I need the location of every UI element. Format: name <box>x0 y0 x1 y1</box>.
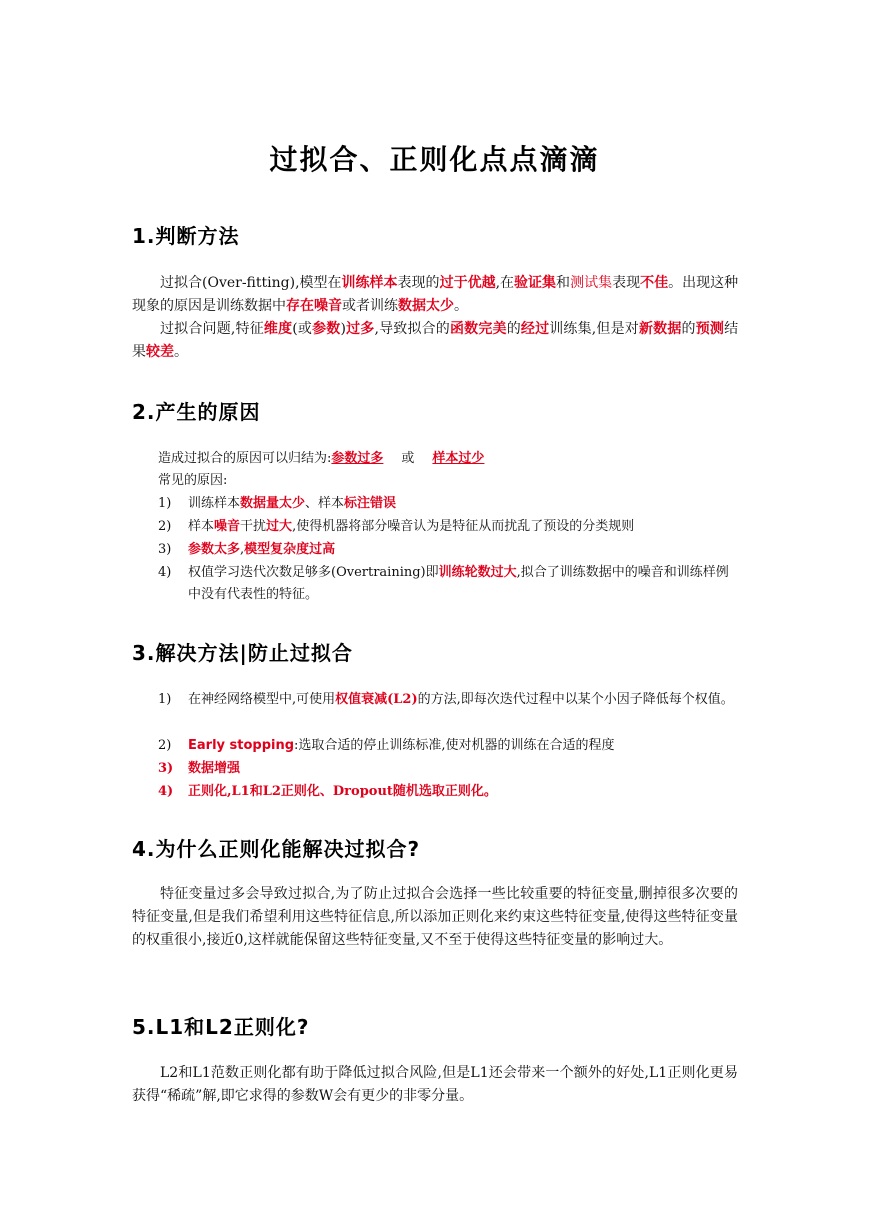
text-run: 样本 <box>188 519 215 534</box>
section-heading-1: 1.判断方法 <box>132 224 240 248</box>
list-number: 2) <box>158 519 172 534</box>
text-run: 过拟合问题,特征 <box>160 321 264 337</box>
section-1-paragraph-2 <box>132 318 738 364</box>
highlight: 函数完美 <box>449 321 507 337</box>
highlight: 新数据 <box>638 321 682 337</box>
highlight: 参数 <box>312 321 341 337</box>
text-run: 的 <box>506 321 521 337</box>
highlight: 模型复杂度过高 <box>244 542 336 557</box>
list-number: 3) <box>158 542 172 557</box>
text-run: ,使得机器将部分噪音认为是特征从而扰乱了预设的分类规则 <box>292 519 635 534</box>
list-item <box>158 735 738 757</box>
text-run: 结果 <box>132 321 739 360</box>
text-run: 在神经网络模型中,可使用 <box>188 692 336 707</box>
highlight: 噪音 <box>214 519 241 534</box>
text-run: 和 <box>556 275 571 291</box>
list-item <box>158 493 738 515</box>
section-heading-2: 2.产生的原因 <box>132 400 261 424</box>
highlight: 参数太多 <box>188 542 241 557</box>
text-run: 权值学习迭代次数足够多(Overtraining)即 <box>188 565 439 580</box>
highlight: 预测 <box>695 321 725 337</box>
highlight: 标注错误 <box>344 496 397 511</box>
text-run: , <box>240 542 245 557</box>
highlight: 经过 <box>520 321 550 337</box>
highlight: 参数过多 <box>331 451 384 466</box>
text-run: 的方法,即每次迭代过程中以某个小因子降低每个权值。 <box>417 692 734 707</box>
text-run: 。出现这种现象的原因是训练数据中 <box>132 275 739 314</box>
highlight: 过多 <box>345 321 375 337</box>
highlight: 数据增强 <box>188 761 241 776</box>
text-run: 表现 <box>612 275 641 291</box>
list-number: 2) <box>158 738 172 753</box>
section-4-paragraph: 特征变量过多会导致过拟合,为了防止过拟合会选择一些比较重要的特征变量,删掉很多次要的特征变量,但是我们希望利用这些特征信息,所以添加正则化来约束这些特征变量,使得这些特征变量的权重很小,接近0,这样就能保留这些特征变量,又不至于使得这些特征变量的影响过大。 <box>132 886 738 948</box>
text-run: 。 <box>454 298 468 314</box>
section-heading-4: 4.为什么正则化能解决过拟合? <box>132 837 421 861</box>
section-1-body <box>132 272 738 364</box>
section-5-body <box>132 1062 738 1108</box>
highlight: 权值衰减(L2) <box>335 692 418 707</box>
section-2-common-label: 常见的原因: <box>158 473 228 488</box>
section-1-paragraph-1 <box>132 272 738 318</box>
list-number: 3) <box>158 761 174 776</box>
highlight: 过于优越 <box>439 275 496 291</box>
text-run: 表现的 <box>397 275 440 291</box>
text-run: 或者训练 <box>342 298 398 314</box>
section-heading-3: 3.解决方法|防止过拟合 <box>132 641 353 665</box>
text-run: ,在 <box>495 275 515 291</box>
list-number: 1) <box>158 692 172 707</box>
text-run: ,拟合了训练数据中的噪音和训练样例中没有代表性的特征。 <box>188 565 729 602</box>
highlight: 正则化,L1和L2正则化、Dropout随机选取正则化。 <box>188 784 497 799</box>
section-5-paragraph: L2和L1范数正则化都有助于降低过拟合风险,但是L1还会带来一个额外的好处,L1正则化更易获得“稀疏”解,即它求得的参数W会有更少的非零分量。 <box>132 1065 738 1104</box>
highlight: 维度 <box>263 321 293 337</box>
list-item <box>158 758 738 780</box>
highlight: 训练样本 <box>341 275 398 291</box>
text-run: 的 <box>681 321 696 337</box>
section-heading-5: 5.L1和L2正则化? <box>132 1015 310 1039</box>
highlight: 较差 <box>146 344 174 360</box>
section-4-body <box>132 883 738 952</box>
list-number: 4) <box>158 784 174 799</box>
text-run: 训练样本 <box>188 496 241 511</box>
list-number: 4) <box>158 565 172 580</box>
highlight: 测试集 <box>570 275 613 291</box>
text-run: ,导致拟合的 <box>374 321 450 337</box>
list-item <box>158 562 738 606</box>
highlight: 数据太少 <box>398 298 454 314</box>
highlight: 验证集 <box>514 275 557 291</box>
text-run: 、样本 <box>305 496 345 511</box>
list-item <box>158 689 738 711</box>
highlight: 存在噪音 <box>286 298 342 314</box>
text-run: 干扰 <box>240 519 267 534</box>
text-run: 过拟合(Over-fitting),模型在 <box>160 275 342 291</box>
text-run: 或 <box>401 451 415 466</box>
highlight: 不佳 <box>640 275 669 291</box>
list-item <box>158 539 738 561</box>
highlight: 数据量太少 <box>240 496 306 511</box>
highlight: 训练轮数过大 <box>438 565 517 580</box>
list-item <box>158 781 738 803</box>
section-2-intro <box>158 448 484 470</box>
highlight: 过大 <box>266 519 293 534</box>
text-run: 训练集,但是对 <box>549 321 639 337</box>
text-run: :选取合适的停止训练标准,使对机器的训练在合适的程度 <box>294 738 615 753</box>
highlight: 样本过少 <box>432 451 485 466</box>
text-run: ) <box>340 321 346 337</box>
text-run: 。 <box>174 344 188 360</box>
highlight: Early stopping <box>188 738 295 753</box>
page-title: 过拟合、正则化点点滴滴 <box>269 143 600 176</box>
text-run: (或 <box>292 321 313 337</box>
list-item <box>158 516 738 538</box>
list-number: 1) <box>158 496 172 511</box>
text-run: 造成过拟合的原因可以归结为: <box>158 451 332 466</box>
